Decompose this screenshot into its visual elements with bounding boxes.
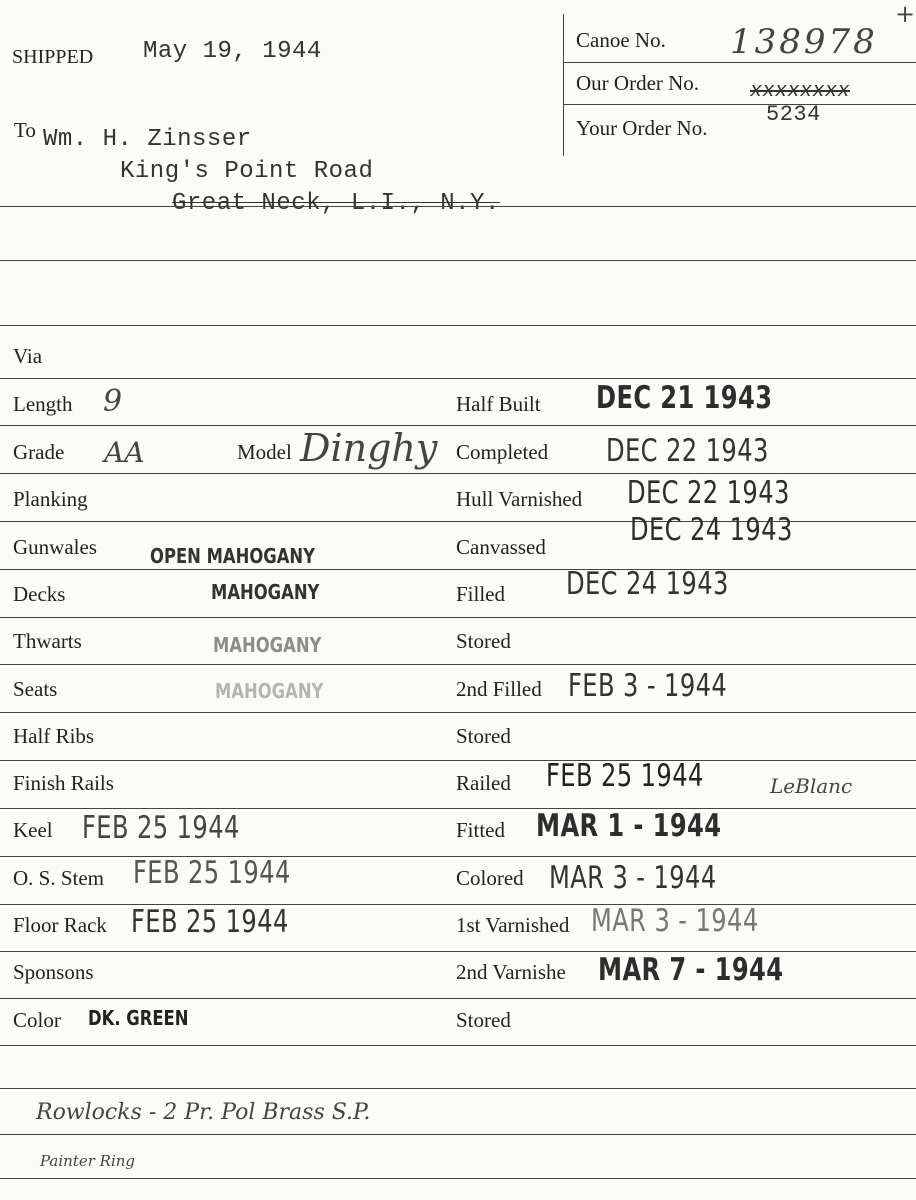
row-rule bbox=[0, 664, 916, 665]
second-varnished-value: MAR 7 - 1944 bbox=[598, 952, 784, 988]
via-label: Via bbox=[13, 344, 43, 368]
stored-label: Stored bbox=[456, 1008, 511, 1032]
model-value: Dinghy bbox=[300, 426, 438, 470]
second-varnished-label: 2nd Varnishe bbox=[456, 960, 566, 984]
rule bbox=[0, 1178, 916, 1179]
header-divider-vertical bbox=[563, 14, 564, 156]
your-order-value: 5234 bbox=[766, 102, 821, 127]
hull-varnished-value: DEC 22 1943 bbox=[627, 475, 790, 511]
row-rule bbox=[0, 712, 916, 713]
row-rule bbox=[0, 617, 916, 618]
row-rule bbox=[0, 425, 916, 426]
filled-label: Filled bbox=[456, 582, 506, 606]
length-label: Length bbox=[13, 392, 73, 416]
our-order-value: xxxxxxxx bbox=[750, 80, 851, 103]
address-line-1: Wm. H. Zinsser bbox=[43, 126, 252, 153]
address-line-3: Great Neck, L.I., N.Y. bbox=[172, 190, 500, 217]
os-stem-label: O. S. Stem bbox=[13, 866, 105, 890]
canvassed-label: Canvassed bbox=[456, 535, 546, 559]
header-rule-canoe bbox=[563, 62, 916, 63]
completed-label: Completed bbox=[456, 440, 549, 464]
rule bbox=[0, 1088, 916, 1089]
half-ribs-label: Half Ribs bbox=[13, 724, 95, 748]
colored-label: Colored bbox=[456, 866, 524, 890]
second-filled-label: 2nd Filled bbox=[456, 677, 542, 701]
railed-note: LeBlanc bbox=[770, 774, 853, 798]
thwarts-value: MAHOGANY bbox=[213, 633, 322, 657]
model-label: Model bbox=[237, 440, 292, 464]
row-rule bbox=[0, 998, 916, 999]
notes-line-1: Rowlocks - 2 Pr. Pol Brass S.P. bbox=[36, 1100, 371, 1125]
finish-rails-label: Finish Rails bbox=[13, 771, 114, 795]
decks-value: MAHOGANY bbox=[211, 580, 320, 604]
keel-label: Keel bbox=[13, 818, 53, 842]
floor-rack-value: FEB 25 1944 bbox=[131, 904, 289, 940]
color-value: DK. GREEN bbox=[88, 1006, 189, 1030]
second-filled-value: FEB 3 - 1944 bbox=[568, 668, 728, 704]
grade-label: Grade bbox=[13, 440, 65, 464]
os-stem-value: FEB 25 1944 bbox=[133, 855, 291, 891]
row-rule bbox=[0, 1045, 916, 1046]
row-rule bbox=[0, 760, 916, 761]
completed-value: DEC 22 1943 bbox=[606, 433, 769, 469]
first-varnished-value: MAR 3 - 1944 bbox=[591, 903, 759, 939]
header-rule-order bbox=[563, 104, 916, 105]
color-label: Color bbox=[13, 1008, 61, 1032]
rule bbox=[0, 1134, 916, 1135]
shipped-value: May 19, 1944 bbox=[143, 38, 322, 65]
half-built-value: DEC 21 1943 bbox=[596, 380, 773, 416]
row-rule bbox=[0, 569, 916, 570]
thwarts-label: Thwarts bbox=[13, 629, 82, 653]
shipped-label: SHIPPED bbox=[12, 46, 94, 68]
first-varnished-label: 1st Varnished bbox=[456, 913, 570, 937]
canoe-no-mark: + bbox=[895, 0, 916, 28]
grade-value: AA bbox=[104, 436, 145, 469]
canoe-no-label: Canoe No. bbox=[576, 28, 666, 52]
rule bbox=[0, 325, 916, 326]
filled-value: DEC 24 1943 bbox=[566, 566, 729, 602]
seats-label: Seats bbox=[13, 677, 58, 701]
canoe-no-value: 138978 bbox=[730, 22, 878, 62]
planking-label: Planking bbox=[13, 487, 88, 511]
keel-value: FEB 25 1944 bbox=[82, 810, 240, 846]
fitted-label: Fitted bbox=[456, 818, 506, 842]
railed-label: Railed bbox=[456, 771, 511, 795]
address-line-2: King's Point Road bbox=[120, 158, 374, 185]
half-built-label: Half Built bbox=[456, 392, 541, 416]
length-value: 9 bbox=[103, 384, 123, 419]
hull-varnished-label: Hull Varnished bbox=[456, 487, 583, 511]
gunwales-value: OPEN MAHOGANY bbox=[150, 544, 316, 568]
railed-value: FEB 25 1944 bbox=[546, 758, 704, 794]
our-order-label: Our Order No. bbox=[576, 71, 700, 95]
your-order-label: Your Order No. bbox=[576, 116, 708, 140]
rule bbox=[0, 260, 916, 261]
stored-label: Stored bbox=[456, 629, 511, 653]
gunwales-label: Gunwales bbox=[13, 535, 97, 559]
floor-rack-label: Floor Rack bbox=[13, 913, 107, 937]
row-rule bbox=[0, 808, 916, 809]
row-rule bbox=[0, 378, 916, 379]
rule bbox=[0, 206, 916, 207]
to-label: To bbox=[14, 118, 36, 142]
decks-label: Decks bbox=[13, 582, 66, 606]
row-rule bbox=[0, 473, 916, 474]
notes-line-2: Painter Ring bbox=[40, 1152, 136, 1170]
stored-label: Stored bbox=[456, 724, 511, 748]
colored-value: MAR 3 - 1944 bbox=[549, 860, 717, 896]
seats-value: MAHOGANY bbox=[215, 679, 324, 703]
canvassed-value: DEC 24 1943 bbox=[630, 512, 793, 548]
sponsons-label: Sponsons bbox=[13, 960, 94, 984]
fitted-value: MAR 1 - 1944 bbox=[536, 808, 722, 844]
